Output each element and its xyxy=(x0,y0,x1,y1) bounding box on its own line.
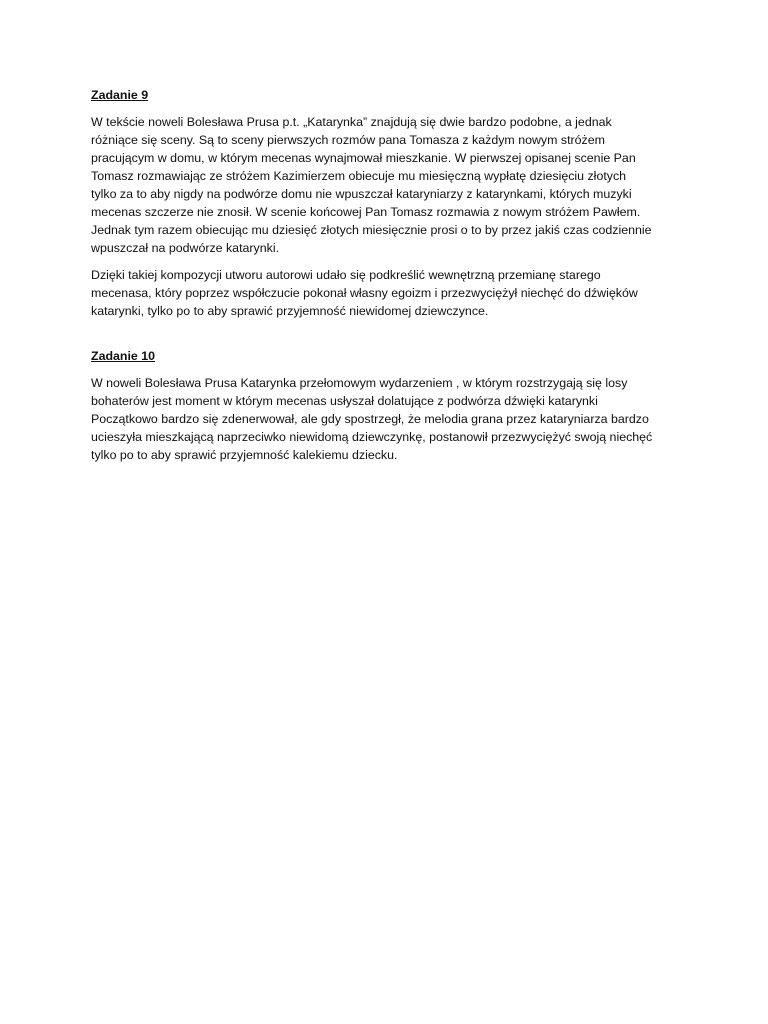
section-zadanie-10 xyxy=(91,347,681,464)
text-line: mecenas szczerze nie znosił. W scenie końcowej Pan Tomasz rozmawia z nowym stróżem Pawłem. xyxy=(91,205,641,219)
section-heading: Zadanie 10 xyxy=(91,349,156,363)
section-heading: Zadanie 9 xyxy=(91,88,149,102)
text-line: ucieszyła mieszkającą naprzeciwko niewidomą dziewczynkę, postanowił przezwyciężyć swoją niechęć xyxy=(91,430,653,444)
paragraph xyxy=(91,113,681,257)
text-line: tylko po to aby sprawić przyjemność kalekiemu dziecku. xyxy=(91,448,398,462)
text-line: W noweli Bolesława Prusa Katarynka przełomowym wydarzeniem , w którym rozstrzygają się losy xyxy=(91,376,628,390)
text-line: mecenasa, który poprzez współczucie pokonał własny egoizm i przezwyciężył niechęć do dźwięków xyxy=(91,286,638,300)
text-line: pracującym w domu, w którym mecenas wynajmował mieszkanie. W pierwszej opisanej scenie Pan xyxy=(91,151,636,165)
text-line: różniące się sceny. Są to sceny pierwszych rozmów pana Tomasza z każdym nowym stróżem xyxy=(91,133,605,147)
text-line: Tomasz rozmawiając ze stróżem Kazimierzem obiecuje mu miesięczną wypłatę dziesięciu złotych xyxy=(91,169,627,183)
section-zadanie-9 xyxy=(91,86,681,320)
document-content xyxy=(91,86,681,473)
text-line: Początkowo bardzo się zdenerwował, ale gdy spostrzegł, że melodia grana przez kataryniarza bardzo xyxy=(91,412,649,426)
paragraph xyxy=(91,266,681,320)
text-line: katarynki, tylko po to aby sprawić przyjemność niewidomej dziewczynce. xyxy=(91,304,489,318)
paragraph xyxy=(91,374,681,464)
text-line: W tekście noweli Bolesława Prusa p.t. „Katarynka” znajdują się dwie bardzo podobne, a jednak xyxy=(91,115,612,129)
text-line: Jednak tym razem obiecując mu dziesięć złotych miesięcznie prosi o to by przez jakiś czas codziennie xyxy=(91,223,652,237)
text-line: bohaterów jest moment w którym mecenas usłyszał dolatujące z podwórza dźwięki katarynki xyxy=(91,394,598,408)
text-line: Dzięki takiej kompozycji utworu autorowi udało się podkreślić wewnętrzną przemianę starego xyxy=(91,268,601,282)
text-line: tylko za to aby nigdy na podwórze domu nie wpuszczał kataryniarzy z katarynkami, których muzyki xyxy=(91,187,632,201)
text-line: wpuszczał na podwórze katarynki. xyxy=(91,241,280,255)
